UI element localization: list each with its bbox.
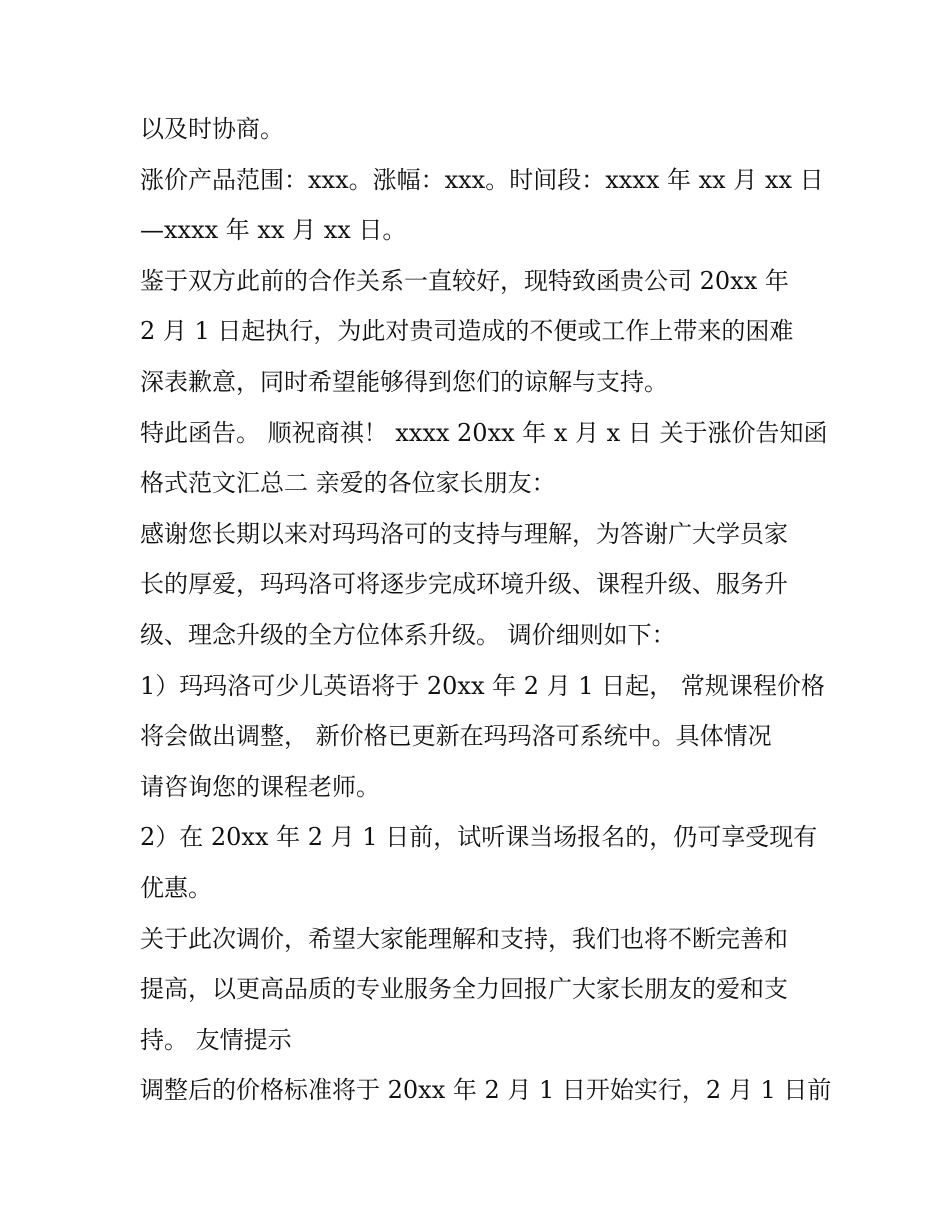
text-line: 长的厚爱，玛玛洛可将逐步完成环境升级、课程升级、服务升	[140, 570, 788, 599]
text-line: 2）在 20xx 年 2 月 1 日前，试听课当场报名的，仍可享受现有	[140, 823, 818, 852]
text-line: 调整后的价格标准将于 20xx 年 2 月 1 日开始实行，2 月 1 日前	[140, 1076, 832, 1105]
text-line: 深表歉意，同时希望能够得到您们的谅解与支持。	[140, 367, 668, 396]
text-line: 持。 友情提示	[140, 1025, 292, 1054]
text-line: 请咨询您的课程老师。	[140, 772, 380, 801]
text-line: 感谢您长期以来对玛玛洛可的支持与理解，为答谢广大学员家	[140, 519, 788, 548]
text-line: —xxxx 年 xx 月 xx 日。	[140, 216, 407, 245]
text-line: 级、理念升级的全方位体系升级。 调价细则如下：	[140, 620, 676, 649]
text-line: 鉴于双方此前的合作关系一直较好，现特致函贵公司 20xx 年	[140, 266, 789, 295]
text-line: 2 月 1 日起执行，为此对贵司造成的不便或工作上带来的困难	[140, 317, 794, 346]
text-line: 提高，以更高品质的专业服务全力回报广大家长朋友的爱和支	[140, 975, 788, 1004]
text-line: 涨价产品范围：xxx。涨幅：xxx。时间段：xxxx 年 xx 月 xx 日	[140, 165, 824, 194]
text-line: 优惠。	[140, 873, 212, 902]
text-line: 格式范文汇总二 亲爱的各位家长朋友：	[140, 469, 556, 498]
document-body	[140, 104, 832, 1116]
text-line: 1）玛玛洛可少儿英语将于 20xx 年 2 月 1 日起， 常规课程价格	[140, 671, 825, 700]
text-line: 关于此次调价，希望大家能理解和支持，我们也将不断完善和	[140, 924, 788, 953]
text-line: 特此函告。 顺祝商祺！ xxxx 20xx 年 x 月 x 日 关于涨价告知函	[140, 418, 828, 447]
text-line: 以及时协商。	[140, 115, 284, 143]
text-line: 将会做出调整， 新价格已更新在玛玛洛可系统中。具体情况	[140, 722, 772, 751]
